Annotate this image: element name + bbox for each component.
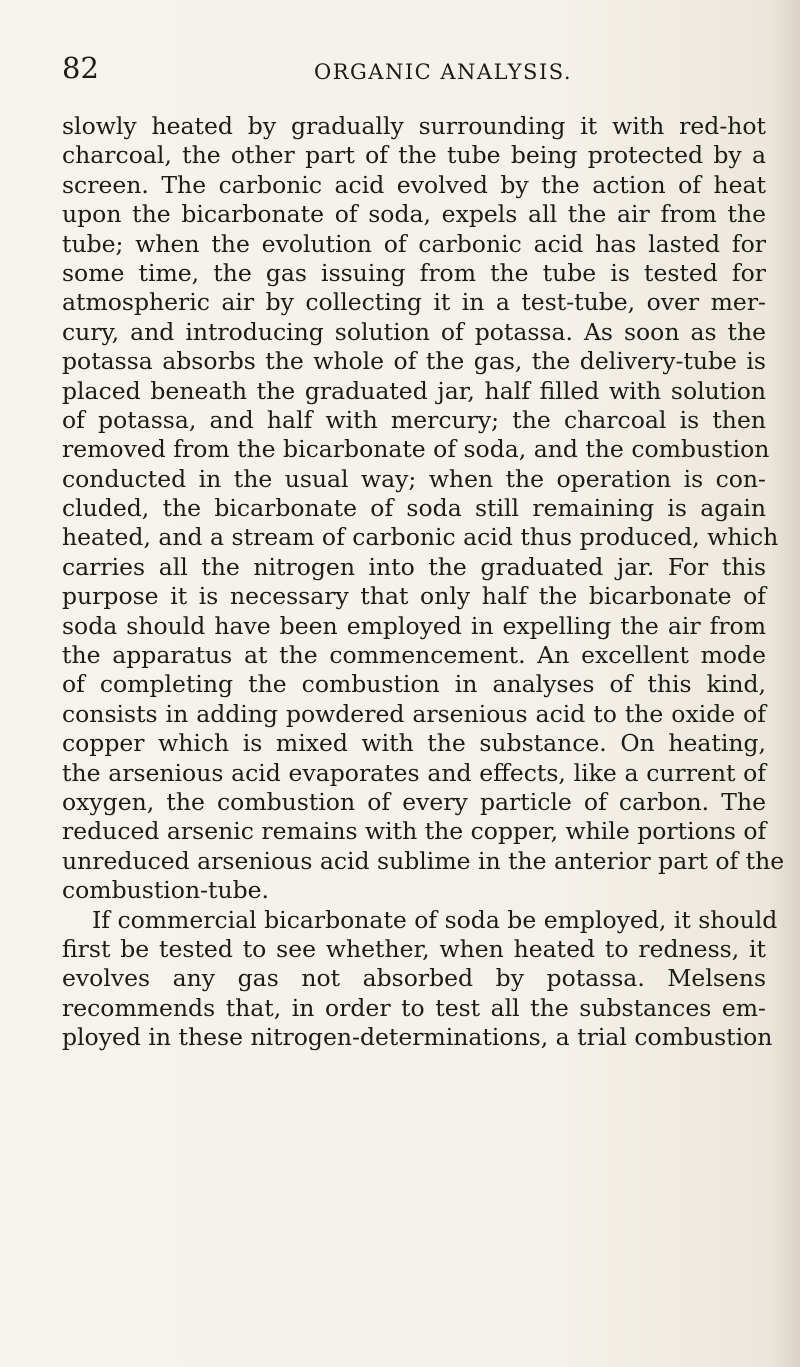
text-line: slowly heated by gradually surrounding it with red-hot	[62, 112, 766, 140]
text-line: upon the bicarbonate of soda, expels all the air from the	[62, 200, 766, 229]
text-line: removed from the bicarbonate of soda, and the combustion	[62, 435, 770, 464]
text-line: consists in adding powdered arsenious acid to the oxide of	[62, 699, 766, 728]
running-title: ORGANIC ANALYSIS.	[314, 60, 573, 84]
text-line: cluded, the bicarbonate of soda still remaining is again	[62, 494, 766, 523]
text-line: copper which is mixed with the substance. On heating,	[62, 729, 766, 758]
text-line: some time, the gas issuing from the tube is tested for	[62, 258, 766, 287]
text-line: of potassa, and half with mercury; the charcoal is then	[62, 405, 766, 434]
running-head	[62, 50, 762, 90]
text-line: reduced arsenic remains with the copper, while portions of	[62, 817, 767, 846]
text-line: the apparatus at the commencement. An excellent mode	[62, 641, 766, 670]
text-line: ployed in these nitrogen-determinations, a trial combustion	[62, 1023, 773, 1052]
text-line: tube; when the evolution of carbonic acid has lasted for	[62, 229, 766, 258]
text-line: purpose it is necessary that only half the bicarbonate of	[62, 582, 766, 611]
text-line: charcoal, the other part of the tube being protected by a	[62, 141, 766, 170]
text-line: first be tested to see whether, when heated to redness, it	[62, 934, 766, 963]
paragraph	[62, 112, 785, 906]
text-line: heated, and a stream of carbonic acid thus produced, which	[62, 523, 779, 552]
text-line: oxygen, the combustion of every particle of carbon. The	[62, 787, 766, 816]
text-line: atmospheric air by collecting it in a test-tube, over mer-	[62, 288, 766, 317]
text-line: conducted in the usual way; when the operation is con-	[62, 464, 766, 493]
text-line: combustion-tube.	[62, 876, 270, 905]
text-line: screen. The carbonic acid evolved by the action of heat	[62, 170, 766, 199]
text-line: of completing the combustion in analyses of this kind,	[62, 670, 766, 699]
paragraph	[62, 905, 778, 1053]
text-line: evolves any gas not absorbed by potassa. Melsens	[62, 964, 766, 993]
text-line: potassa absorbs the whole of the gas, the delivery-tube is	[62, 347, 766, 376]
page-number: 82	[62, 51, 99, 85]
text-line: soda should have been employed in expelling the air from	[62, 611, 766, 640]
body-text	[62, 112, 785, 1053]
text-line: the arsenious acid evaporates and effects, like a current of	[62, 758, 766, 787]
text-line: carries all the nitrogen into the graduated jar. For this	[62, 552, 766, 581]
text-line: unreduced arsenious acid sublime in the anterior part of the	[62, 846, 785, 875]
text-line: recommends that, in order to test all the substances em-	[62, 993, 766, 1022]
text-line: placed beneath the graduated jar, half filled with solution	[62, 376, 766, 405]
text-line: cury, and introducing solution of potassa. As soon as the	[62, 317, 766, 346]
text-line: If commercial bicarbonate of soda be employed, it should	[92, 905, 778, 934]
